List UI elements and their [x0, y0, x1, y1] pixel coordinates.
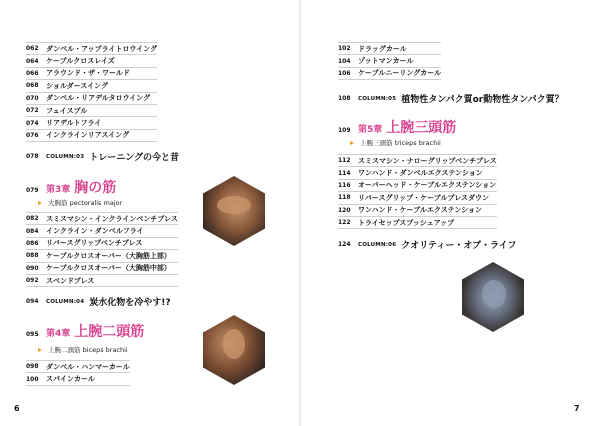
triangle-bullet-icon [38, 201, 42, 205]
column-title: クオリティー・オブ・ライフ [401, 241, 517, 251]
muscle-label: 大胸筋 pectoralis major [48, 199, 123, 207]
chapter-heading[interactable] [26, 177, 116, 197]
muscle-label: 上腕三頭筋 triceps brachii [360, 139, 441, 147]
toc-list [338, 42, 441, 80]
muscle-name [38, 345, 128, 354]
page-ref: 082 [26, 215, 39, 223]
toc-entry[interactable] [338, 167, 497, 179]
chapter-number: 第4章 [46, 329, 71, 339]
toc-entry[interactable] [26, 130, 157, 142]
column-label: COLUMN:06 [358, 241, 397, 248]
entry-title: ダンベル・リアデルタロウイング [46, 94, 151, 103]
entry-title: ワンハンド・ケーブルエクステンション [358, 206, 483, 215]
toc-column-entry[interactable] [26, 150, 179, 163]
page-ref: 070 [26, 94, 39, 102]
page-ref: 102 [338, 45, 351, 53]
page-ref: 116 [338, 181, 351, 189]
right-page [300, 0, 600, 426]
page-ref: 072 [26, 107, 39, 115]
muscle-label: 上腕二頭筋 biceps brachii [48, 346, 128, 354]
muscle-name [350, 138, 441, 147]
chapter-title: 上腕二頭筋 [74, 324, 145, 340]
page-ref: 122 [338, 219, 351, 227]
entry-title: ドラッグカール [358, 44, 407, 53]
page-ref: 090 [26, 264, 39, 272]
column-label: COLUMN:05 [358, 95, 397, 102]
page-ref: 109 [338, 127, 351, 134]
toc-entry[interactable] [26, 117, 157, 129]
page-ref: 118 [338, 194, 351, 202]
toc-entry[interactable] [26, 360, 130, 373]
chapter-heading[interactable] [26, 321, 144, 341]
toc-column-entry[interactable] [338, 238, 517, 251]
muscle-name [38, 198, 122, 207]
entry-title: スミスマシン・インクラインベンチプレス [46, 214, 178, 223]
chapter-title: 胸の筋 [74, 180, 117, 196]
toc-entry[interactable] [26, 373, 130, 385]
chapter-number: 第3章 [46, 185, 71, 195]
toc-entry[interactable] [26, 263, 178, 275]
toc-entry[interactable] [338, 42, 441, 55]
page-ref: 088 [26, 252, 39, 260]
toc-list [26, 212, 178, 287]
page-ref: 078 [26, 153, 39, 160]
page-ref: 066 [26, 69, 39, 77]
toc-entry[interactable] [26, 93, 157, 105]
toc-entry[interactable] [26, 68, 157, 80]
page-ref: 114 [338, 169, 351, 177]
toc-entry[interactable] [26, 250, 178, 262]
toc-entry[interactable] [338, 68, 441, 80]
toc-entry[interactable] [26, 212, 178, 225]
toc-entry[interactable] [26, 238, 178, 250]
entry-title: アラウンド・ザ・ワールド [46, 69, 130, 78]
entry-title: スパインカール [46, 375, 95, 384]
toc-entry[interactable] [26, 42, 157, 55]
page-ref: 084 [26, 227, 39, 235]
toc-entry[interactable] [26, 55, 157, 67]
page-ref: 112 [338, 157, 351, 165]
toc-column-entry[interactable] [338, 92, 564, 105]
chapter-heading[interactable] [338, 117, 456, 137]
toc-list [26, 360, 130, 386]
entry-title: ダンベル・アップライトロウイング [46, 44, 158, 53]
toc-entry[interactable] [338, 192, 497, 204]
entry-title: インクライン・ダンベルフライ [46, 227, 144, 236]
entry-title: ダンベル・ハンマーカール [46, 362, 130, 371]
entry-title: スミスマシン・ナローグリップベンチプレス [358, 156, 497, 165]
chest-exercise-photo [203, 176, 265, 246]
entry-title: ゾットマンカール [358, 57, 414, 66]
entry-title: オーバーヘッド・ケーブルエクステンション [358, 181, 497, 190]
page-ref: 074 [26, 119, 39, 127]
toc-list [338, 154, 497, 229]
page-ref: 120 [338, 206, 351, 214]
page-ref: 094 [26, 298, 39, 305]
page-ref: 092 [26, 277, 39, 285]
toc-entry[interactable] [338, 154, 497, 167]
entry-title: トライセップスプッシュアップ [358, 218, 455, 227]
page-ref: 098 [26, 363, 39, 371]
toc-entry[interactable] [26, 225, 178, 237]
column-title: トレーニングの今と昔 [89, 153, 180, 163]
page-ref: 108 [338, 95, 351, 102]
toc-entry[interactable] [338, 55, 441, 67]
chapter-title: 上腕三頭筋 [386, 120, 457, 136]
column-title: 炭水化物を冷やす!? [89, 298, 171, 308]
toc-entry[interactable] [338, 217, 497, 229]
page-ref: 068 [26, 82, 39, 90]
page-ref: 079 [26, 187, 39, 194]
entry-title: ケーブルクロスレイズ [46, 57, 115, 66]
entry-title: フェイスプル [46, 106, 88, 115]
page-ref: 086 [26, 239, 39, 247]
toc-entry[interactable] [338, 180, 497, 192]
toc-entry[interactable] [26, 105, 157, 117]
biceps-exercise-photo [203, 315, 265, 385]
entry-title: スベンドプレス [46, 276, 95, 285]
entry-title: ケーブルニーリングカール [358, 69, 442, 78]
page-ref: 100 [26, 375, 39, 383]
toc-entry[interactable] [26, 80, 157, 92]
entry-title: インクラインリアスイング [46, 131, 130, 140]
entry-title: リアデルトフライ [46, 119, 102, 128]
triangle-bullet-icon [350, 141, 354, 145]
page-ref: 062 [26, 45, 39, 53]
entry-title: リバースグリップ・ケーブルプレスダウン [358, 193, 490, 202]
column-label: COLUMN:04 [46, 298, 85, 305]
entry-title: ケーブルクロスオーバー（大胸筋上部） [46, 251, 171, 260]
page-ref: 124 [338, 241, 351, 248]
column-title: 植物性タンパク質or動物性タンパク質？ [401, 95, 564, 105]
toc-entry[interactable] [26, 275, 178, 287]
entry-title: ケーブルクロスオーバー（大胸筋中部） [46, 264, 171, 273]
page-number: 7 [574, 404, 580, 413]
page-ref: 076 [26, 131, 39, 139]
chapter-number: 第5章 [358, 125, 383, 135]
page-ref: 095 [26, 331, 39, 338]
page-ref: 064 [26, 57, 39, 65]
entry-title: ショルダースイング [46, 81, 108, 90]
entry-title: ワンハンド・ダンベルエクステンション [358, 169, 483, 178]
toc-entry[interactable] [338, 205, 497, 217]
toc-list [26, 42, 157, 142]
page-number: 6 [14, 404, 20, 413]
triangle-bullet-icon [38, 348, 42, 352]
page-ref: 104 [338, 57, 351, 65]
page-ref: 106 [338, 69, 351, 77]
entry-title: リバースグリップベンチプレス [46, 239, 143, 248]
column-label: COLUMN:03 [46, 153, 85, 160]
toc-column-entry[interactable] [26, 295, 171, 308]
